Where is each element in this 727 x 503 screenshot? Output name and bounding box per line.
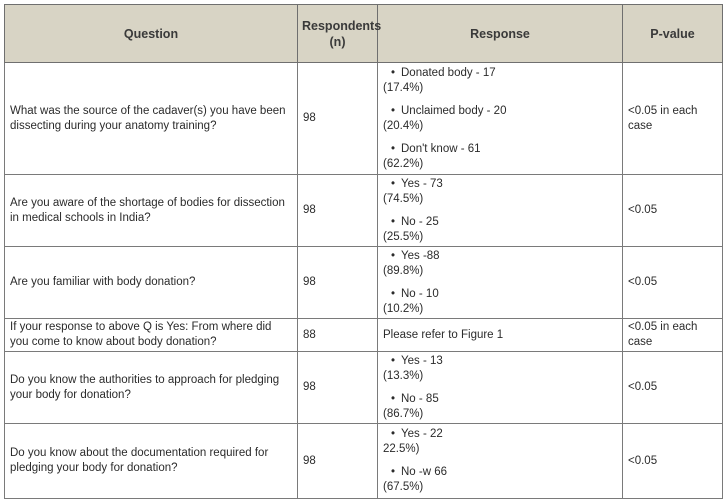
table-row (5, 247, 723, 319)
respondents-cell: 98 (298, 247, 378, 319)
header-respondents: Respondents (n) (298, 5, 378, 63)
p-value-cell: <0.05 (623, 424, 723, 499)
question-cell: Do you know the authorities to approach for pledging your body for donation? (5, 352, 298, 424)
response-cell (378, 247, 623, 319)
bullet-icon: • (391, 287, 396, 300)
table-row (5, 319, 723, 352)
response-option: • Yes - 22 22.5%) (383, 428, 443, 455)
table-row (5, 63, 723, 175)
header-row (5, 5, 723, 63)
p-value-cell: <0.05 (623, 352, 723, 424)
bullet-icon: • (391, 392, 396, 405)
question-cell: Are you aware of the shortage of bodies for dissection in medical schools in India? (5, 175, 298, 247)
response-cell (378, 175, 623, 247)
header-response: Response (378, 5, 623, 63)
table-row (5, 424, 723, 499)
response-option: • Don't know - 61 (62.2%) (383, 142, 481, 170)
respondents-cell: 98 (298, 63, 378, 175)
p-value-cell: <0.05 (623, 247, 723, 319)
table-row (5, 175, 723, 247)
p-value-cell: <0.05 in each case (623, 319, 723, 352)
bullet-icon: • (391, 249, 396, 262)
header-question: Question (5, 5, 298, 63)
response-cell (378, 352, 623, 424)
respondents-cell: 88 (298, 319, 378, 352)
response-cell (378, 63, 623, 175)
respondents-cell: 98 (298, 424, 378, 499)
response-option: • No - 85 (86.7%) (383, 392, 439, 420)
bullet-icon: • (391, 66, 396, 79)
question-cell: If your response to above Q is Yes: From where did you come to know about body donation? (5, 319, 298, 352)
p-value-cell: <0.05 (623, 175, 723, 247)
response-option: • No -w 66 (67.5%) (383, 466, 448, 493)
table-row (5, 352, 723, 424)
bullet-icon: • (391, 428, 396, 440)
bullet-icon: • (391, 177, 396, 190)
bullet-icon: • (391, 215, 396, 228)
bullet-icon: • (391, 142, 396, 155)
response-option: • Unclaimed body - 20 (20.4%) (383, 104, 507, 132)
response-option: • Donated body - 17 (17.4%) (383, 66, 496, 94)
header-p-value: P-value (623, 5, 723, 63)
question-cell: What was the source of the cadaver(s) you have been dissecting during your anatomy training? (5, 63, 298, 175)
question-cell: Are you familiar with body donation? (5, 247, 298, 319)
survey-results-table (4, 4, 723, 499)
response-option: • No - 10 (10.2%) (383, 287, 439, 315)
response-option: • Yes - 73 (74.5%) (383, 177, 443, 205)
response-option: • Yes -88 (89.8%) (383, 249, 440, 277)
response-option: • No - 25 (25.5%) (383, 215, 439, 243)
response-option: • Yes - 13 (13.3%) (383, 354, 443, 382)
bullet-icon: • (391, 466, 396, 478)
bullet-icon: • (391, 104, 396, 117)
response-cell: Please refer to Figure 1 (378, 319, 623, 352)
respondents-cell: 98 (298, 175, 378, 247)
respondents-cell: 98 (298, 352, 378, 424)
p-value-cell: <0.05 in each case (623, 63, 723, 175)
response-cell (378, 424, 623, 499)
question-cell: Do you know about the documentation required for pledging your body for donation? (5, 424, 298, 499)
bullet-icon: • (391, 354, 396, 367)
